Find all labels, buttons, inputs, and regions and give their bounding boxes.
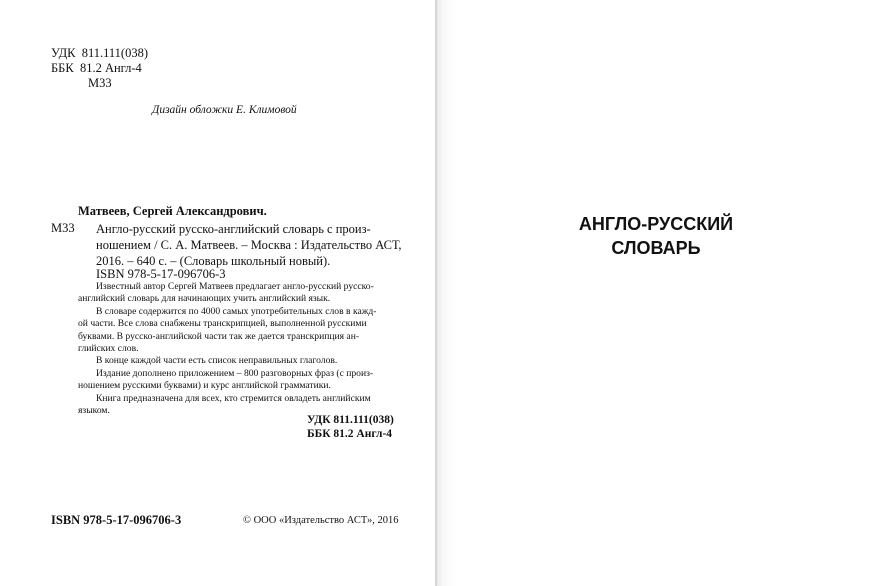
description-line: ношением / С. А. Матвеев. – Москва : Издательство АСТ, (96, 238, 402, 252)
annotation-line: буквами. В русско-английской части так же дается транскрипция ан- (78, 330, 360, 342)
author-mark-top: М33 (88, 76, 112, 90)
bbk-classification (51, 61, 142, 76)
bibliographic-isbn: ISBN 978-5-17-096706-3 (96, 267, 226, 281)
annotation-line: В конце каждой части есть список неправильных глаголов. (96, 355, 338, 367)
annotation-line: Книга предназначена для всех, кто стремится овладеть английским (96, 392, 371, 404)
annotation-line: английский словарь для начинающих учить английский язык. (78, 293, 331, 305)
bibliographic-author: Матвеев, Сергей Александрович. (78, 204, 267, 218)
annotation-line: глийских слов. (78, 342, 139, 354)
bbk-label: ББК (51, 61, 74, 75)
bibliographic-author-mark: М33 (51, 221, 75, 235)
udk-classification (51, 46, 148, 61)
book-title-line: СЛОВАРЬ (611, 238, 701, 258)
udk-bold: УДК 811.111(038) (307, 414, 394, 426)
udk-label: УДК (51, 46, 76, 60)
book-title-line: АНГЛО-РУССКИЙ (578, 214, 734, 234)
footer-isbn: ISBN 978-5-17-096706-3 (51, 513, 182, 527)
annotation-line: ношением русскими буквами) и курс английской грамматики. (78, 380, 331, 392)
annotation (78, 281, 394, 417)
bibliographic-description (96, 221, 402, 269)
annotation-line: В словаре содержится по 4000 самых употребительных слов в кажд- (96, 305, 377, 317)
description-line: Англо-русский русско-английский словарь с произ- (96, 222, 371, 236)
annotation-line: Издание дополнено приложением – 800 разговорных фраз (с произ- (96, 367, 374, 379)
annotation-line: ой части. Все слова снабжены транскрипцией, выполненной русскими (78, 318, 367, 330)
bbk-value: 81.2 Англ-4 (79, 61, 142, 75)
imprint-page (0, 0, 436, 586)
annotation-line: Известный автор Сергей Матвеев предлагает англо-русский русско- (96, 281, 374, 292)
title-page (437, 0, 875, 586)
cover-design-credit: Дизайн обложки Е. Климовой (152, 104, 297, 116)
footer-copyright: © ООО «Издательство АСТ», 2016 (243, 515, 399, 526)
udk-value: 811.111(038) (81, 46, 149, 60)
bbk-bold: ББК 81.2 Англ-4 (307, 428, 393, 440)
annotation-line: языком. (78, 404, 110, 416)
description-line: 2016. – 640 с. – (Словарь школьный новый). (96, 254, 331, 268)
